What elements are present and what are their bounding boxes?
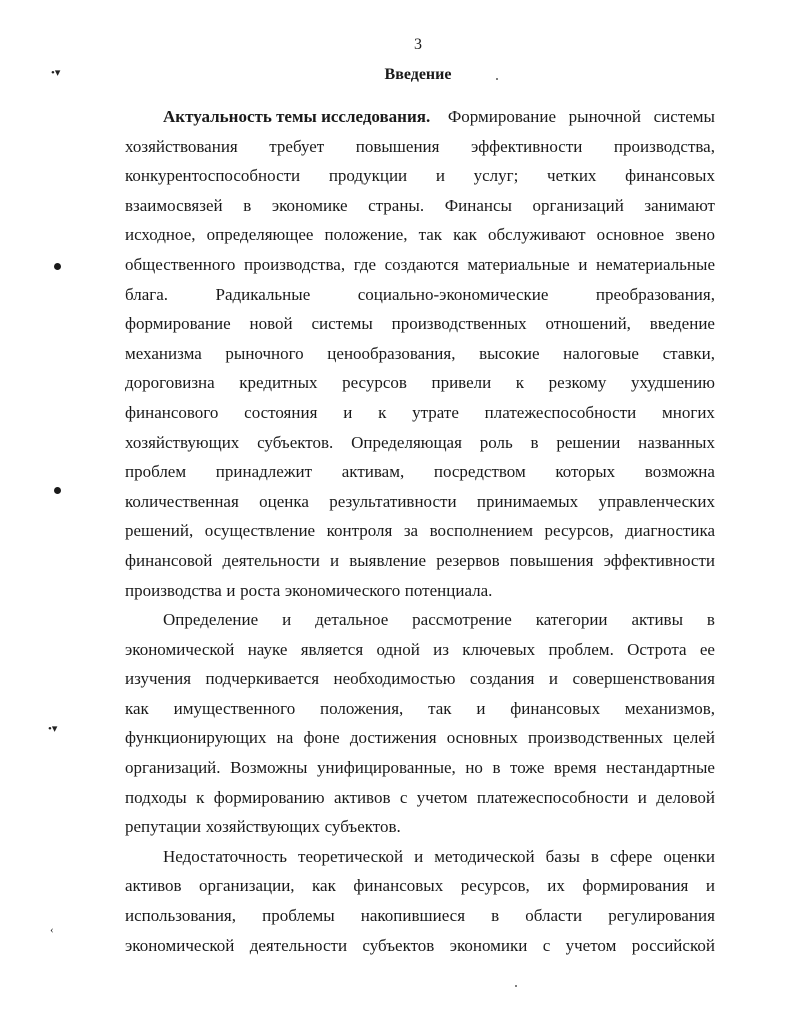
text-line: организаций. Возможны унифицированные, но в тоже время нестандартные: [125, 758, 715, 778]
scan-speck: [496, 78, 498, 80]
text-line: использования, проблемы накопившиеся в области регулирования: [125, 906, 715, 926]
text-line: дороговизна кредитных ресурсов привели к резкому ухудшению: [125, 373, 715, 393]
paragraph-lead: Актуальность темы исследования.: [163, 107, 431, 126]
text-line: общественного производства, где создаются материальные и нематериальные: [125, 254, 715, 274]
scan-mark: ‹: [50, 924, 54, 936]
text-line: количественная оценка результативности принимаемых управленческих: [125, 491, 715, 511]
text-line: репутации хозяйствующих субъектов.: [125, 817, 401, 837]
text-line: взаимосвязей в экономике страны. Финансы организаций занимают: [125, 195, 715, 215]
text-line: Недостаточность теоретической и методической базы в сфере оценки: [163, 846, 715, 866]
text-line: проблем принадлежит активам, посредством которых возможна: [125, 462, 715, 482]
text-line: Определение и детальное рассмотрение категории активы в: [163, 610, 715, 630]
text-line: подходы к формированию активов с учетом платежеспособности и деловой: [125, 787, 715, 807]
section-title: Введение: [384, 66, 452, 83]
body-text: [125, 102, 715, 960]
text-line: изучения подчеркивается необходимостью создания и совершенствования: [125, 669, 715, 689]
binding-hole: [54, 487, 61, 494]
text-line: формирование новой системы производственных отношений, введение: [125, 314, 715, 334]
text-line: исходное, определяющее положение, так как обслуживают основное звено: [125, 225, 715, 245]
text-line: хозяйствующих субъектов. Определяющая роль в решении названных: [125, 432, 715, 452]
text-line: финансовой деятельности и выявление резервов повышения эффективности: [125, 550, 715, 570]
text-line: функционирующих на фоне достижения основных производственных целей: [125, 728, 715, 748]
page-number: 3: [414, 36, 422, 53]
scan-mark: •▾: [51, 67, 61, 79]
text-line: экономической деятельности субъектов экономики с учетом российской: [125, 935, 715, 955]
text-line: активов организации, как финансовых ресурсов, их формирования и: [125, 876, 715, 896]
text-line: финансового состояния и к утрате платежеспособности многих: [125, 402, 715, 422]
text-line: конкурентоспособности продукции и услуг; четких финансовых: [125, 166, 715, 186]
scan-mark: •▾: [48, 723, 58, 735]
text-line: производства и роста экономического потенциала.: [125, 580, 493, 600]
text-line: механизма рыночного ценообразования, высокие налоговые ставки,: [125, 343, 715, 363]
binding-hole: [54, 263, 61, 270]
scan-speck: [515, 985, 517, 987]
text-line: экономической науке является одной из ключевых проблем. Острота ее: [125, 639, 715, 659]
text-line: Актуальность темы исследования. Формирование рыночной системы: [125, 102, 715, 132]
text-line: решений, осуществление контроля за восполнением ресурсов, диагностика: [125, 521, 715, 541]
text-line: как имущественного положения, так и финансовых механизмов,: [125, 698, 715, 718]
text-line: блага. Радикальные социально-экономические преобразования,: [125, 284, 715, 304]
text-line: хозяйствования требует повышения эффективности производства,: [125, 136, 715, 156]
